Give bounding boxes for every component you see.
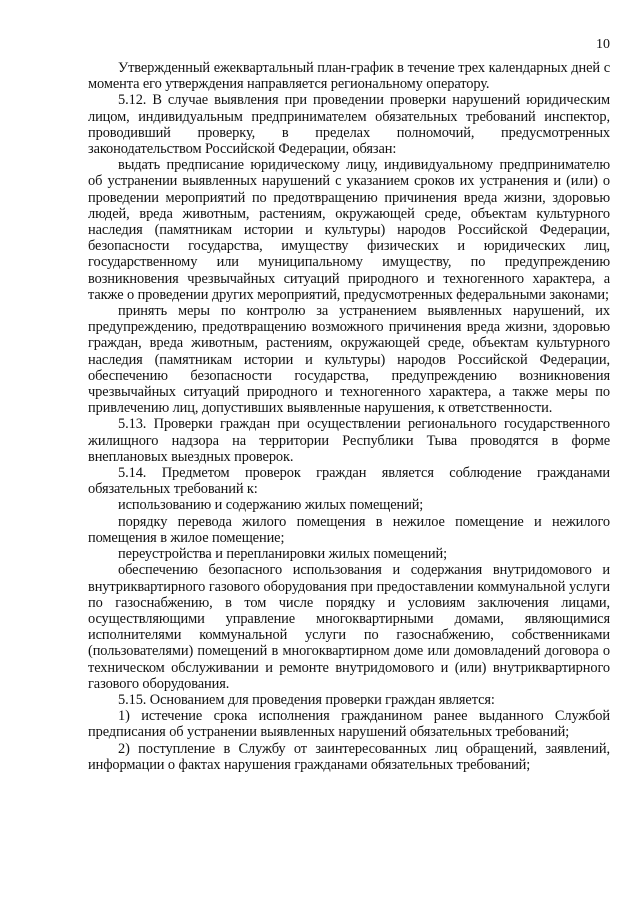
paragraph-use-premises: использованию и содержанию жилых помещений; — [118, 497, 424, 514]
paragraph-gas-equipment: обеспечению безопасного использования и содержания внутридомового и внутриквартирного газового оборудования при предоставлении коммунальной услуги по газоснабжению, в том числе порядку и условиям заключения лицами, осуществляющими управление многоквартирными домами, являющимися исполнителями коммунальной услуги по газоснабжению, собственниками (пользователями) помещений в многоквартирном доме или домовладений договора о техническом обслуживании и ремонте внутридомового и (или) внутриквартирного газового оборудования. — [88, 562, 610, 692]
page-number: 10 — [596, 37, 610, 52]
paragraph-conversion-order: порядку перевода жилого помещения в нежилое помещение и нежилого помещения в жилое помещение; — [88, 513, 610, 546]
document-body — [88, 60, 610, 773]
paragraph-5-12: 5.12. В случае выявления при проведении проверки нарушений юридическим лицом, индивидуальным предпринимателем обязательных требований инспектор, проводивший проверку, в пределах полномочий, предусмотренных законодательством Российской Федерации, обязан: — [88, 92, 610, 158]
paragraph-5-15: 5.15. Основанием для проведения проверки граждан является: — [118, 691, 495, 708]
paragraph-redevelopment: переустройства и перепланировки жилых помещений; — [118, 546, 448, 563]
paragraph-take-measures: принять меры по контролю за устранением выявленных нарушений, их предупреждению, предотвращению возможного причинения вреда жизни, здоровью граждан, вреда животным, растениям, окружающей среде, объектам культурного наследия (памятникам истории и культуры) народов Российской Федерации, обеспечению безопасности государства, предупреждению возникновения чрезвычайных ситуаций природного и техногенного характера, а также меры по привлечению лиц, допустивших выявленные нарушения, к ответственности. — [88, 303, 610, 417]
paragraph-item-2: 2) поступление в Службу от заинтересованных лиц обращений, заявлений, информации о фактах нарушения гражданами обязательных требований; — [88, 740, 610, 773]
paragraph-5-13: 5.13. Проверки граждан при осуществлении регионального государственного жилищного надзора на территории Республики Тыва проводятся в форме внеплановых выездных проверок. — [88, 416, 610, 465]
paragraph-5-14: 5.14. Предметом проверок граждан является соблюдение гражданами обязательных требований к: — [88, 465, 610, 498]
paragraph-plan-schedule: Утвержденный ежеквартальный план-график в течение трех календарных дней с момента его утверждения направляется региональному оператору. — [88, 60, 610, 93]
paragraph-item-1: 1) истечение срока исполнения гражданином ранее выданного Службой предписания об устранении выявленных нарушений обязательных требований; — [88, 708, 610, 741]
paragraph-issue-order: выдать предписание юридическому лицу, индивидуальному предпринимателю об устранении выявленных нарушений с указанием сроков их устранения и (или) о проведении мероприятий по предотвращению причинения вреда жизни, здоровью людей, вреда животным, растениям, окружающей среде, объектам культурного наследия (памятникам истории и культуры) народов Российской Федерации, безопасности государства, имуществу физических и юридических лиц, государственному или муниципальному имуществу, по предупреждению возникновения чрезвычайных ситуаций природного и техногенного характера, а также о проведении других мероприятий, предусмотренных федеральными законами; — [88, 157, 610, 303]
